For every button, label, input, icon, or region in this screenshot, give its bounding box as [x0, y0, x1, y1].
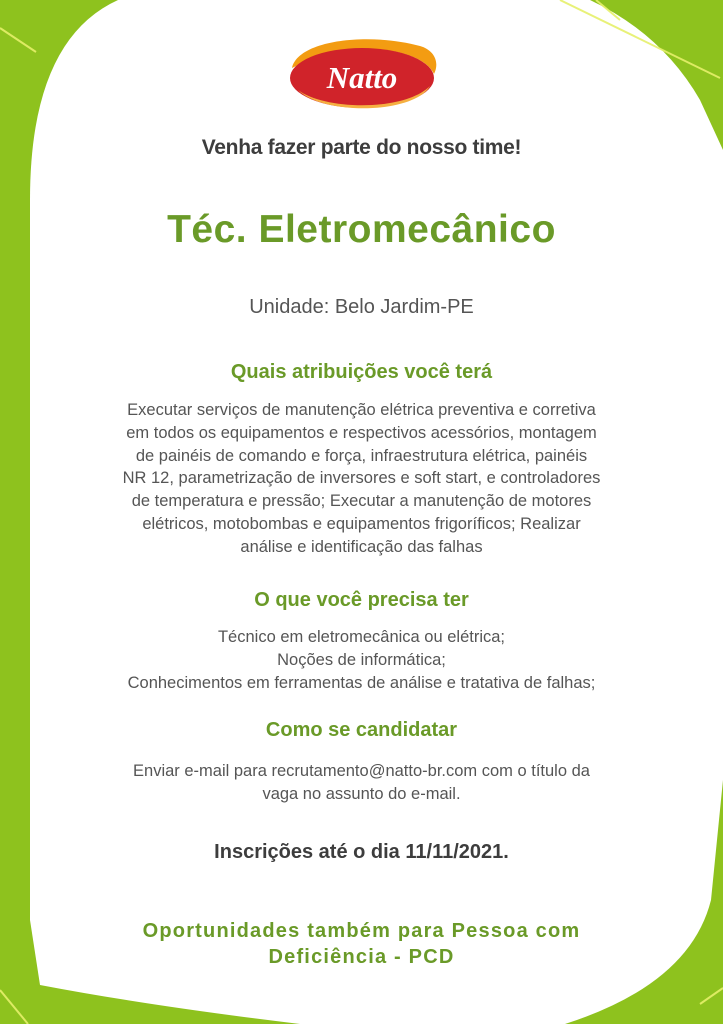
- responsibilities-line: análise e identificação das falhas: [240, 537, 483, 556]
- requirement-item: Técnico em eletromecânica ou elétrica;: [217, 628, 506, 646]
- requirement-item: Conhecimentos em ferramentas de análise e tratativa de falhas;: [127, 673, 596, 692]
- responsibilities-line: NR 12, parametrização de inversores e soft start, e controladores: [122, 469, 601, 488]
- responsibilities-line: em todos os equipamentos e respectivos acessórios, montagem: [126, 423, 597, 442]
- tagline: Venha fazer parte do nosso time!: [201, 136, 522, 159]
- responsibilities-line: de temperatura e pressão; Executar a manutenção de motores: [131, 492, 592, 511]
- requirement-item: Noções de informática;: [277, 650, 446, 669]
- pcd-notice: [70, 918, 653, 970]
- requirements-heading: O que você precisa ter: [254, 589, 469, 611]
- pcd-line: Oportunidades também para Pessoa com: [142, 920, 581, 942]
- how-to-apply-heading: Como se candidatar: [265, 719, 458, 741]
- unit-location: Unidade: Belo Jardim-PE: [249, 296, 474, 318]
- how-to-apply-text: [40, 760, 683, 806]
- how-to-apply-line: vaga no assunto do e-mail.: [262, 784, 461, 803]
- how-to-apply-line: Enviar e-mail para recrutamento@natto-br.com com o título da: [133, 762, 590, 780]
- responsibilities-line: Executar serviços de manutenção elétrica preventiva e corretiva: [127, 401, 596, 419]
- requirements-list: [30, 626, 693, 694]
- logo-text: Natto: [326, 60, 398, 95]
- responsibilities-line: elétricos, motobombas e equipamentos frigoríficos; Realizar: [142, 514, 581, 533]
- job-title: Téc. Eletromecânico: [167, 208, 556, 251]
- natto-logo: [284, 30, 440, 114]
- responsibilities-line: de painéis de comando e força, infraestrutura elétrica, painéis: [135, 446, 588, 465]
- pcd-line: Deficiência - PCD: [268, 946, 455, 968]
- responsibilities-heading: Quais atribuições você terá: [230, 361, 493, 383]
- application-deadline: Inscrições até o dia 11/11/2021.: [214, 841, 509, 863]
- responsibilities-text: [40, 399, 683, 559]
